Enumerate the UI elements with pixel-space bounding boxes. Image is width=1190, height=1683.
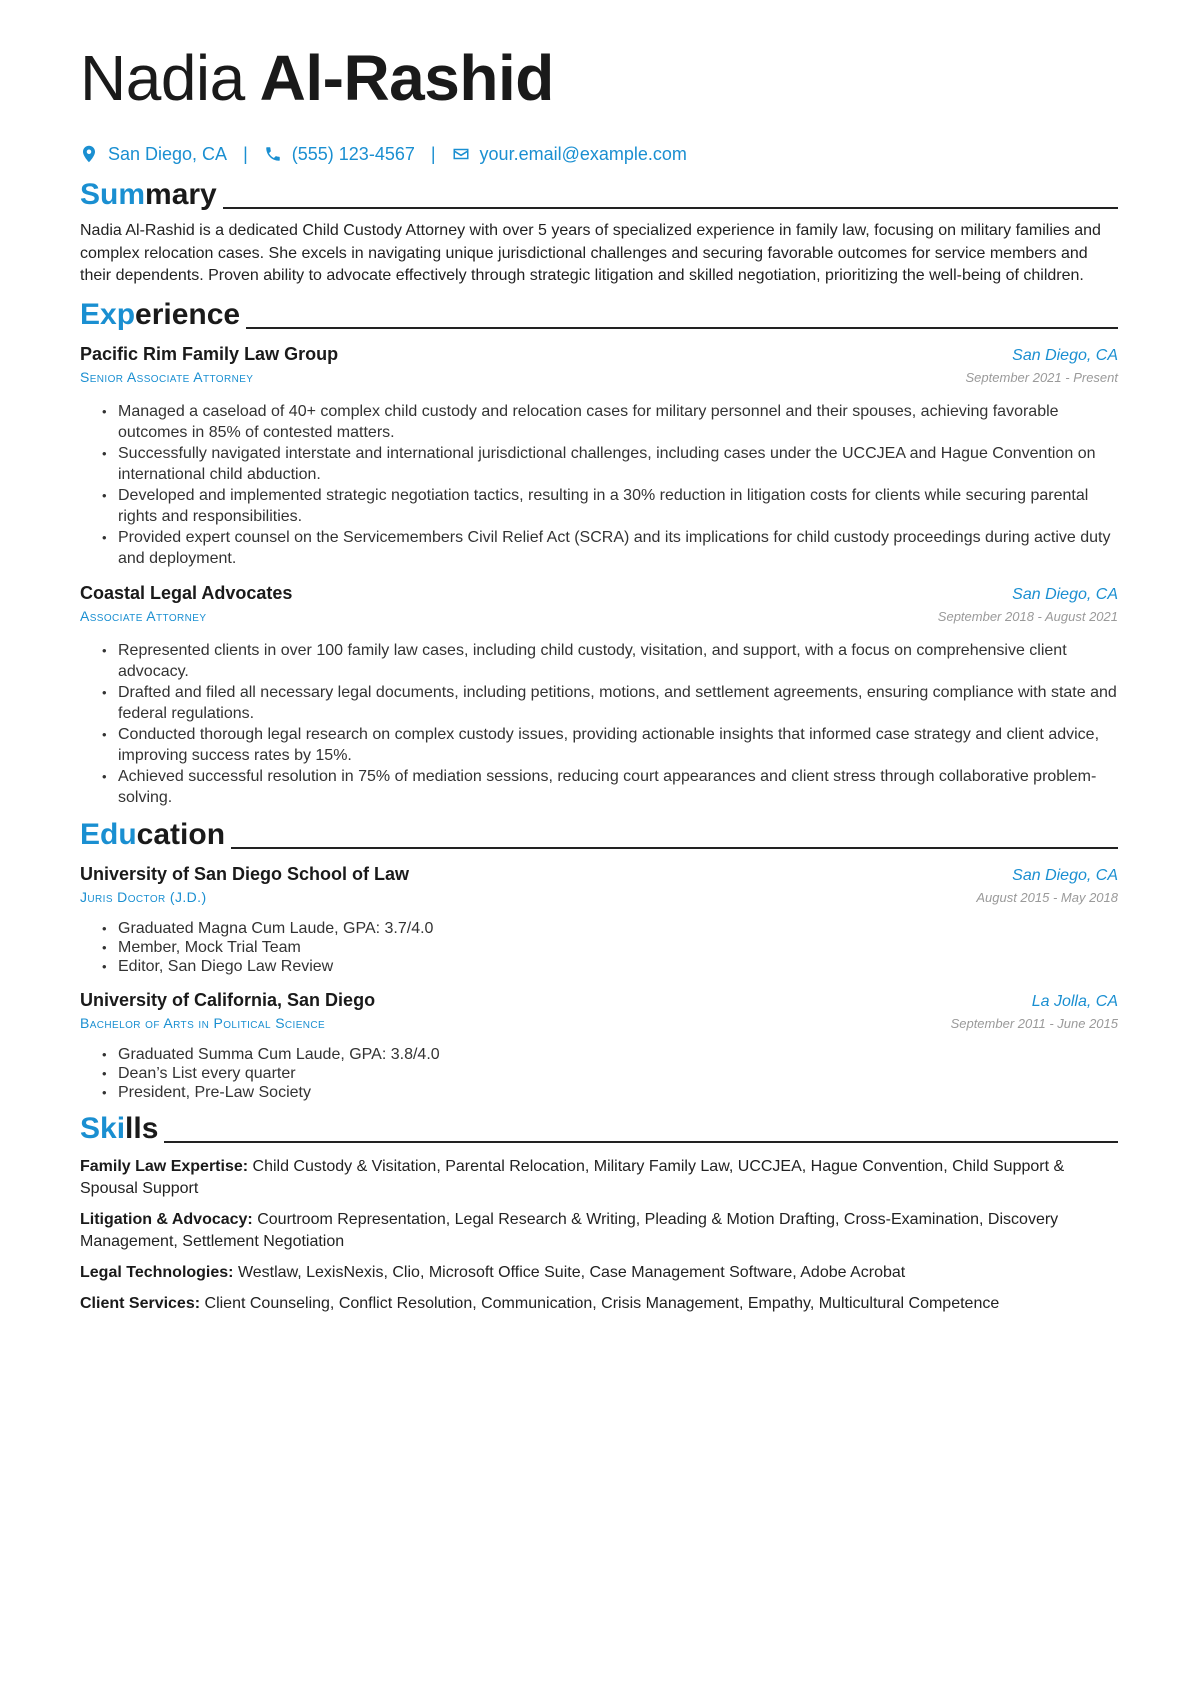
degree-title: Bachelor of Arts in Political Science xyxy=(80,1014,326,1031)
employer-name: Coastal Legal Advocates xyxy=(80,582,293,603)
experience-title-rest: erience xyxy=(135,297,241,331)
list-item: • Dean’s List every quarter xyxy=(118,1064,1118,1083)
summary-title-rest: mary xyxy=(145,178,217,211)
list-item: • Drafted and filed all necessary legal documents, including petitions, motions, and settlement agreements, ensuring compliance with state and federal regulations. xyxy=(118,682,1118,724)
location-pin-icon xyxy=(80,145,98,163)
experience-title-accent: Exp xyxy=(80,297,136,331)
job-title: Senior Associate Attorney xyxy=(80,368,254,385)
skills-title-accent: Ski xyxy=(80,1111,126,1145)
school-name: University of San Diego School of Law xyxy=(80,863,410,884)
experience-entry xyxy=(80,344,1118,569)
list-item: • President, Pre-Law Society xyxy=(118,1083,1118,1102)
contact-separator: | xyxy=(430,143,436,164)
first-name: Nadia xyxy=(80,42,245,114)
education-title xyxy=(80,818,225,852)
school-name: University of California, San Diego xyxy=(80,989,376,1010)
education-bullets xyxy=(80,1045,1118,1102)
list-item: • Successfully navigated interstate and international jurisdictional challenges, including cases under the UCCJEA and Hague Convention on international child abduction. xyxy=(118,443,1118,485)
school-dates: September 2011 - June 2015 xyxy=(950,1015,1118,1031)
job-bullets xyxy=(80,401,1118,569)
skill-line xyxy=(80,1293,1118,1315)
section-divider xyxy=(223,207,1118,209)
summary-title xyxy=(80,178,217,212)
education-heading xyxy=(80,818,1118,852)
list-item: • Provided expert counsel on the Servicemembers Civil Relief Act (SCRA) and its implications for child custody proceedings during active duty and deployment. xyxy=(118,527,1118,569)
list-item: • Achieved successful resolution in 75% of mediation sessions, reducing court appearances and client stress through collaborative problem-solving. xyxy=(118,766,1118,808)
list-item: • Editor, San Diego Law Review xyxy=(118,957,1118,976)
phone-text[interactable]: (555) 123-4567 xyxy=(291,143,415,164)
contact-phone[interactable] xyxy=(264,144,415,165)
education-entry xyxy=(80,990,1118,1102)
list-item: • Managed a caseload of 40+ complex child custody and relocation cases for military personnel and their spouses, achieving favorable outcomes in 85% of contested matters. xyxy=(118,401,1118,443)
skill-value: Child Custody & Visitation, Parental Relocation, Military Family Law, UCCJEA, Hague Convention, Child Support & Spousal Support xyxy=(80,1157,1065,1197)
last-name: Al-Rashid xyxy=(259,42,554,114)
summary-text: Nadia Al-Rashid is a dedicated Child Custody Attorney with over 5 years of specialized experience in family law, focusing on military families and complex relocation cases. She excels in navigating unique jurisdictional challenges and securing favorable outcomes for service members and their dependents. Proven ability to advocate effectively through strategic litigation and skilled negotiation, prioritizing the well-being of children. xyxy=(80,222,1101,284)
list-item: • Graduated Summa Cum Laude, GPA: 3.8/4.0 xyxy=(118,1045,1118,1064)
skills-list xyxy=(80,1156,1118,1315)
skill-value: Courtroom Representation, Legal Research & Writing, Pleading & Motion Drafting, Cross-Examination, Discovery Management, Settlement Negotiation xyxy=(80,1210,1059,1250)
school-dates: August 2015 - May 2018 xyxy=(976,889,1118,905)
experience-title xyxy=(80,298,240,332)
summary-heading xyxy=(80,178,1118,212)
section-divider xyxy=(164,1141,1118,1143)
employer-name: Pacific Rim Family Law Group xyxy=(80,343,339,364)
email-link[interactable]: your.email@example.com xyxy=(479,143,687,164)
skill-value: Client Counseling, Conflict Resolution, Communication, Crisis Management, Empathy, Multicultural Competence xyxy=(204,1294,1000,1312)
education-bullets xyxy=(80,919,1118,976)
job-bullets xyxy=(80,640,1118,808)
skill-line xyxy=(80,1209,1118,1253)
phone-icon xyxy=(264,145,282,163)
skill-line xyxy=(80,1262,1118,1284)
candidate-name xyxy=(80,38,1118,118)
list-item: • Developed and implemented strategic negotiation tactics, resulting in a 30% reduction in litigation costs for clients while securing parental rights and responsibilities. xyxy=(118,485,1118,527)
skills-title-rest: lls xyxy=(125,1111,159,1145)
education-entry xyxy=(80,864,1118,976)
job-location: San Diego, CA xyxy=(1012,346,1118,364)
skills-heading xyxy=(80,1112,1118,1146)
list-item: • Represented clients in over 100 family law cases, including child custody, visitation, and support, with a focus on comprehensive client advocacy. xyxy=(118,640,1118,682)
contact-separator: | xyxy=(243,143,248,164)
job-dates: September 2018 - August 2021 xyxy=(937,608,1118,624)
skill-label: Legal Technologies: xyxy=(80,1263,234,1281)
job-dates: September 2021 - Present xyxy=(965,369,1118,385)
job-location: San Diego, CA xyxy=(1012,585,1118,603)
skill-label: Litigation & Advocacy: xyxy=(80,1210,253,1228)
list-item: • Graduated Magna Cum Laude, GPA: 3.7/4.0 xyxy=(118,919,1118,938)
skill-label: Family Law Expertise: xyxy=(80,1157,249,1175)
list-item: • Conducted thorough legal research on complex custody issues, providing actionable insights that informed case strategy and client advice, improving success rates by 15%. xyxy=(118,724,1118,766)
job-title: Associate Attorney xyxy=(80,607,207,624)
skill-label: Client Services: xyxy=(80,1294,201,1312)
school-location: La Jolla, CA xyxy=(1031,992,1118,1010)
section-divider xyxy=(231,847,1118,849)
education-title-rest: cation xyxy=(136,817,226,851)
degree-title: Juris Doctor (J.D.) xyxy=(80,888,207,905)
location-text: San Diego, CA xyxy=(108,143,228,164)
contact-bar xyxy=(80,142,1118,166)
experience-heading xyxy=(80,298,1118,332)
list-item: • Member, Mock Trial Team xyxy=(118,938,1118,957)
skill-value: Westlaw, LexisNexis, Clio, Microsoft Office Suite, Case Management Software, Adobe Acrobat xyxy=(237,1263,906,1281)
envelope-icon xyxy=(452,145,470,163)
contact-location xyxy=(80,144,227,165)
school-location: San Diego, CA xyxy=(1012,866,1118,884)
summary-title-accent: Sum xyxy=(80,178,146,211)
contact-email[interactable] xyxy=(452,144,687,165)
skills-title xyxy=(80,1112,158,1146)
section-divider xyxy=(246,327,1118,329)
education-title-accent: Edu xyxy=(80,817,137,851)
skill-line xyxy=(80,1156,1118,1200)
experience-entry xyxy=(80,583,1118,808)
